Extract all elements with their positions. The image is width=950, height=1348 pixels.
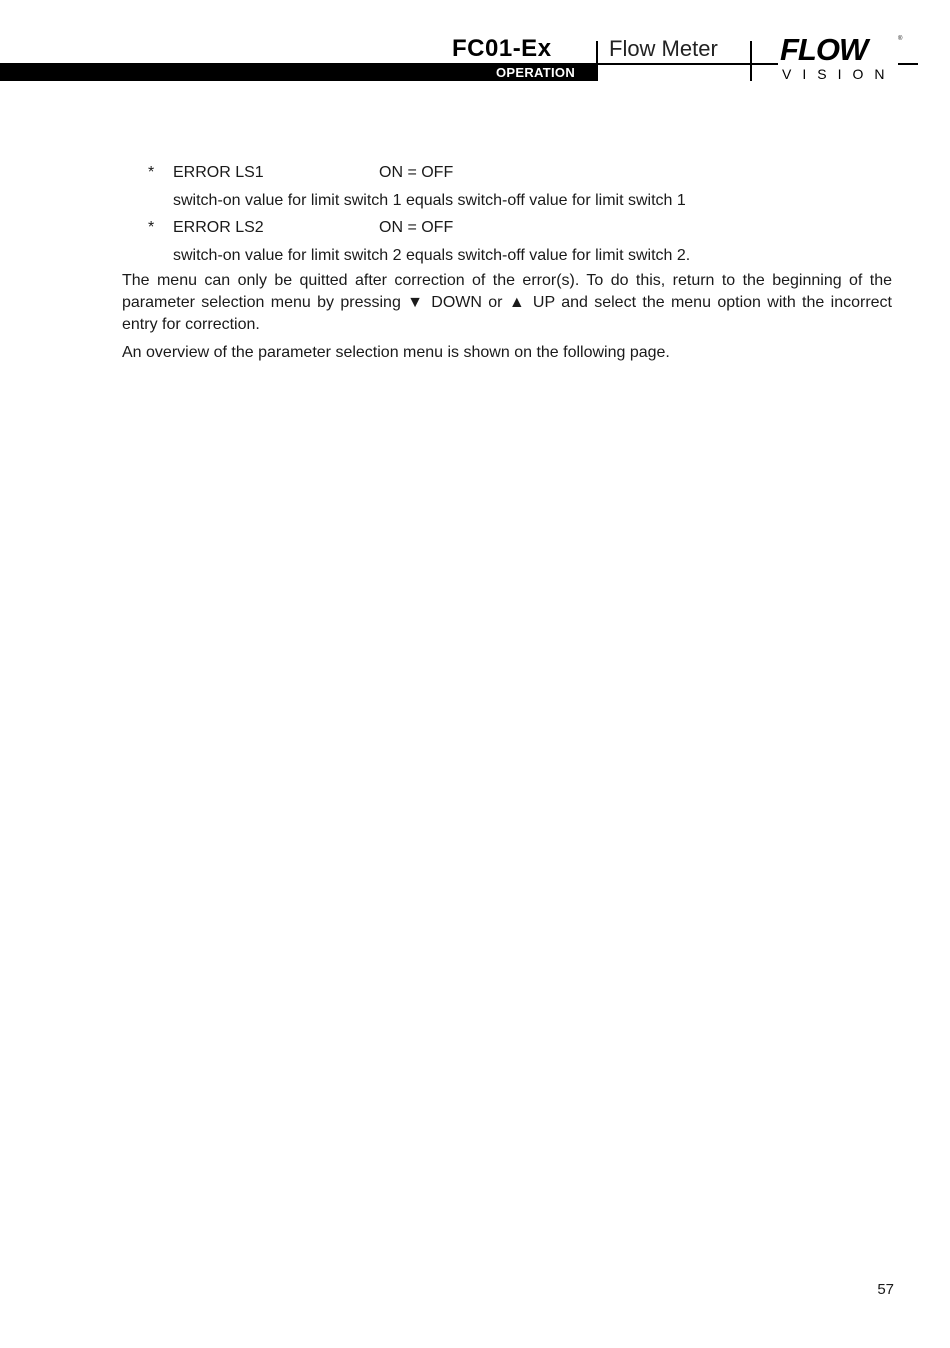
error-code: ERROR LS1 [173,164,264,181]
product-name: Flow Meter [609,36,718,61]
error-condition: ON = OFF [379,219,454,236]
page-content [122,160,892,364]
logo-wordmark: FLOW [780,32,868,67]
error-entry [122,215,892,243]
error-entry [122,160,892,188]
page-number: 57 [877,1281,894,1298]
error-description: switch-on value for limit switch 2 equals switch-off value for limit switch 2. [173,247,691,264]
error-description: switch-on value for limit switch 1 equals switch-off value for limit switch 1 [173,192,686,209]
logo-registered-mark: ® [898,36,903,42]
header-separator [596,41,598,63]
header-separator [750,41,752,81]
product-code: FC01-Ex [452,35,552,62]
logo-subtext: VISION [782,66,896,82]
brand-logo [778,32,902,84]
header-rule [598,63,752,65]
section-label: OPERATION [496,65,576,80]
body-paragraph: An overview of the parameter selection menu is shown on the following page. [122,344,670,361]
error-condition: ON = OFF [379,164,454,181]
bullet: * [148,164,155,181]
body-paragraph: The menu can only be quitted after correction of the error(s). To do this, return to the beginning of the parameter selection menu by pressing ▼ DOWN or ▲ UP and select the menu option with the incorrect entry for correction. [122,272,892,333]
bullet: * [148,219,155,236]
header-rule [752,63,778,65]
error-code: ERROR LS2 [173,219,264,236]
